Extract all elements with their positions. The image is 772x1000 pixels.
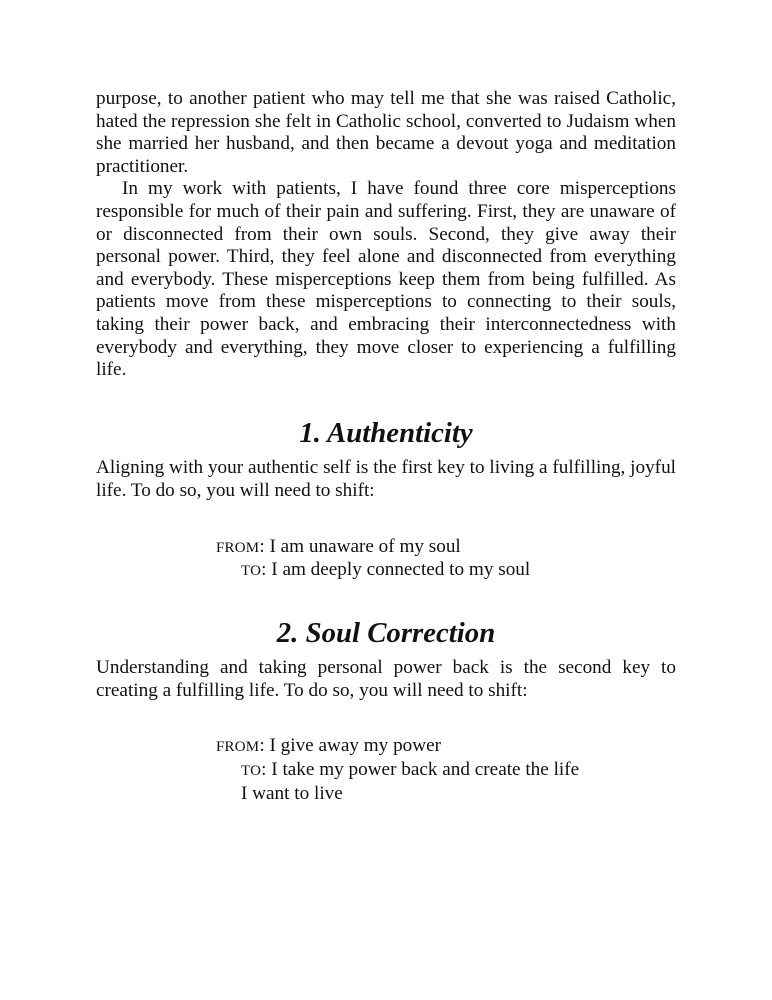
to-label: TO bbox=[241, 563, 262, 580]
spacer bbox=[96, 583, 676, 622]
from-label: FROM bbox=[216, 539, 260, 556]
to-line bbox=[216, 759, 676, 783]
section-heading: 1. Authenticity bbox=[299, 416, 473, 449]
to-line bbox=[216, 559, 676, 583]
to-continuation: I want to live bbox=[241, 782, 343, 804]
from-line bbox=[216, 735, 676, 759]
to-label: TO bbox=[241, 763, 262, 780]
body-paragraph: purpose, to another patient who may tell me that she was raised Catholic, hated the repression she felt in Catholic school, converted to Judaism when she married her husband, and then became a devout yoga and meditation practitioner. bbox=[96, 88, 676, 177]
section-body: Aligning with your authentic self is the first key to living a fulfilling, joyful life. To do so, you will need to shift: bbox=[96, 457, 676, 501]
spacer bbox=[96, 503, 676, 536]
shift-block bbox=[96, 735, 676, 805]
from-text: : I am unaware of my soul bbox=[259, 535, 461, 557]
from-label: FROM bbox=[216, 739, 260, 756]
to-text: : I am deeply connected to my soul bbox=[261, 559, 531, 581]
to-text: : I take my power back and create the life bbox=[261, 759, 580, 781]
spacer bbox=[96, 702, 676, 735]
section-heading: 2. Soul Correction bbox=[276, 616, 496, 649]
section-soul-correction bbox=[96, 616, 676, 806]
section-body: Understanding and taking personal power back is the second key to creating a fulfilling life. To do so, you will need to shift: bbox=[96, 657, 676, 701]
from-text: : I give away my power bbox=[259, 735, 442, 757]
shift-block bbox=[96, 536, 676, 583]
page-body bbox=[96, 88, 676, 805]
from-line bbox=[216, 536, 676, 560]
section-authenticity bbox=[96, 416, 676, 583]
body-paragraph: In my work with patients, I have found three core misperceptions responsible for much of their pain and suffering. First, they are unaware of or disconnected from their own souls. Second, they give away their personal power. Third, they feel alone and disconnected from everything and everybody. These misperceptions keep them from being fulfilled. As patients move from these misperceptions to connecting to their souls, taking their power back, and embracing their interconnectedness with everybody and everything, they move closer to experiencing a fulfilling life. bbox=[96, 178, 676, 381]
spacer bbox=[96, 382, 676, 422]
